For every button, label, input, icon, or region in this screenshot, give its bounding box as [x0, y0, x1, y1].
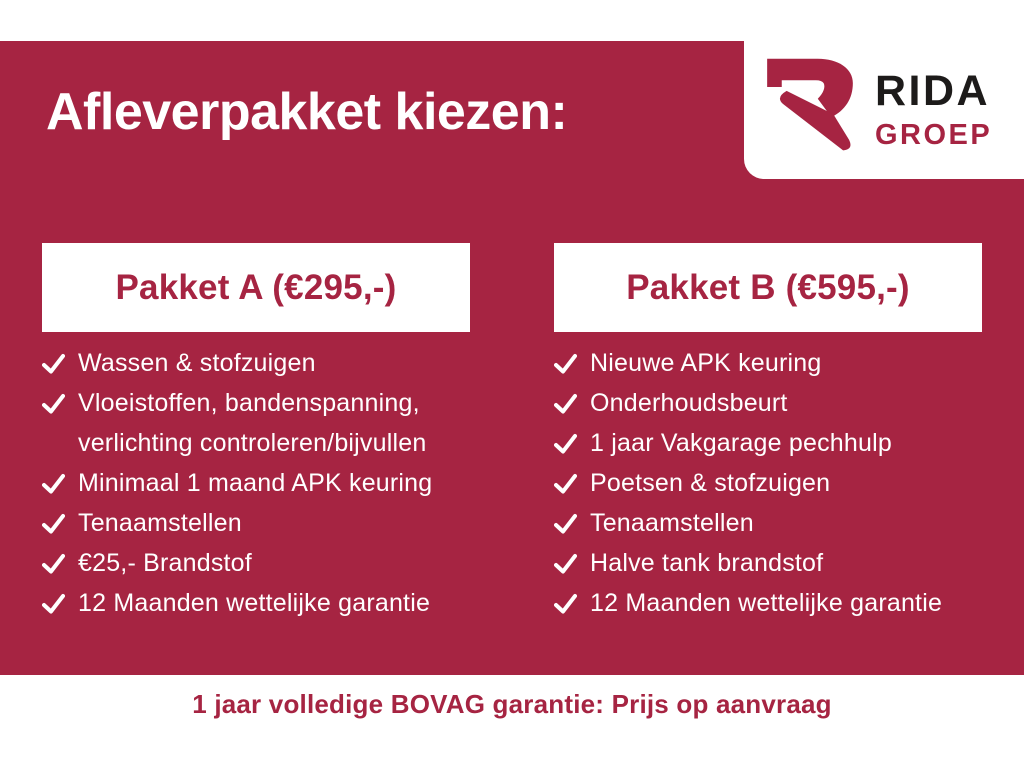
list-item-text: 12 Maanden wettelijke garantie [78, 589, 431, 617]
check-icon [42, 343, 78, 383]
check-icon [42, 543, 78, 583]
check-icon [554, 343, 590, 383]
list-item [42, 503, 512, 543]
list-item [42, 463, 512, 503]
bottom-bar [0, 675, 1024, 768]
package-a-title: Pakket A (€295,-) [115, 267, 397, 307]
package-b-column [554, 243, 1024, 623]
list-item [42, 543, 512, 583]
list-item [554, 343, 1024, 383]
list-item-text: Halve tank brandstof [590, 549, 824, 577]
logo-card [744, 0, 1024, 179]
check-icon [554, 583, 590, 623]
check-icon [42, 463, 78, 503]
list-item [554, 543, 1024, 583]
check-icon [554, 543, 590, 583]
list-item [554, 503, 1024, 543]
package-a-header [42, 243, 470, 332]
check-icon [554, 503, 590, 543]
page-title: Afleverpakket kiezen: [46, 83, 568, 141]
footer-text: 1 jaar volledige BOVAG garantie: Prijs op aanvraag [192, 689, 832, 719]
list-item-text: Minimaal 1 maand APK keuring [78, 469, 433, 497]
check-icon [554, 383, 590, 423]
list-item-text: Vloeistoffen, bandenspanning, verlichting controleren/bijvullen [78, 389, 427, 457]
check-icon [42, 503, 78, 543]
list-item [554, 583, 1024, 623]
package-b-title: Pakket B (€595,-) [626, 267, 910, 307]
check-icon [42, 583, 78, 623]
rida-r-mark-icon [761, 50, 859, 162]
check-icon [554, 463, 590, 503]
logo-subname: GROEP [875, 119, 993, 151]
list-item-text: Nieuwe APK keuring [590, 349, 822, 377]
list-item-text: Onderhoudsbeurt [590, 389, 788, 417]
check-icon [554, 423, 590, 463]
list-item-text: €25,- Brandstof [78, 549, 252, 577]
package-b-header [554, 243, 982, 332]
list-item [554, 463, 1024, 503]
list-item [42, 383, 512, 463]
list-item-text: Wassen & stofzuigen [78, 349, 316, 377]
list-item [554, 423, 1024, 463]
list-item-text: Tenaamstellen [78, 509, 242, 537]
package-a-list [42, 343, 512, 623]
check-icon [42, 383, 78, 423]
list-item-text: Tenaamstellen [590, 509, 754, 537]
package-b-list [554, 343, 1024, 623]
list-item [42, 343, 512, 383]
list-item [42, 583, 512, 623]
logo-text [875, 67, 993, 151]
list-item [554, 383, 1024, 423]
package-a-column [42, 243, 512, 623]
list-item-text: 1 jaar Vakgarage pechhulp [590, 429, 892, 457]
list-item-text: Poetsen & stofzuigen [590, 469, 831, 497]
logo-name: RIDA [875, 67, 991, 115]
list-item-text: 12 Maanden wettelijke garantie [590, 589, 943, 617]
